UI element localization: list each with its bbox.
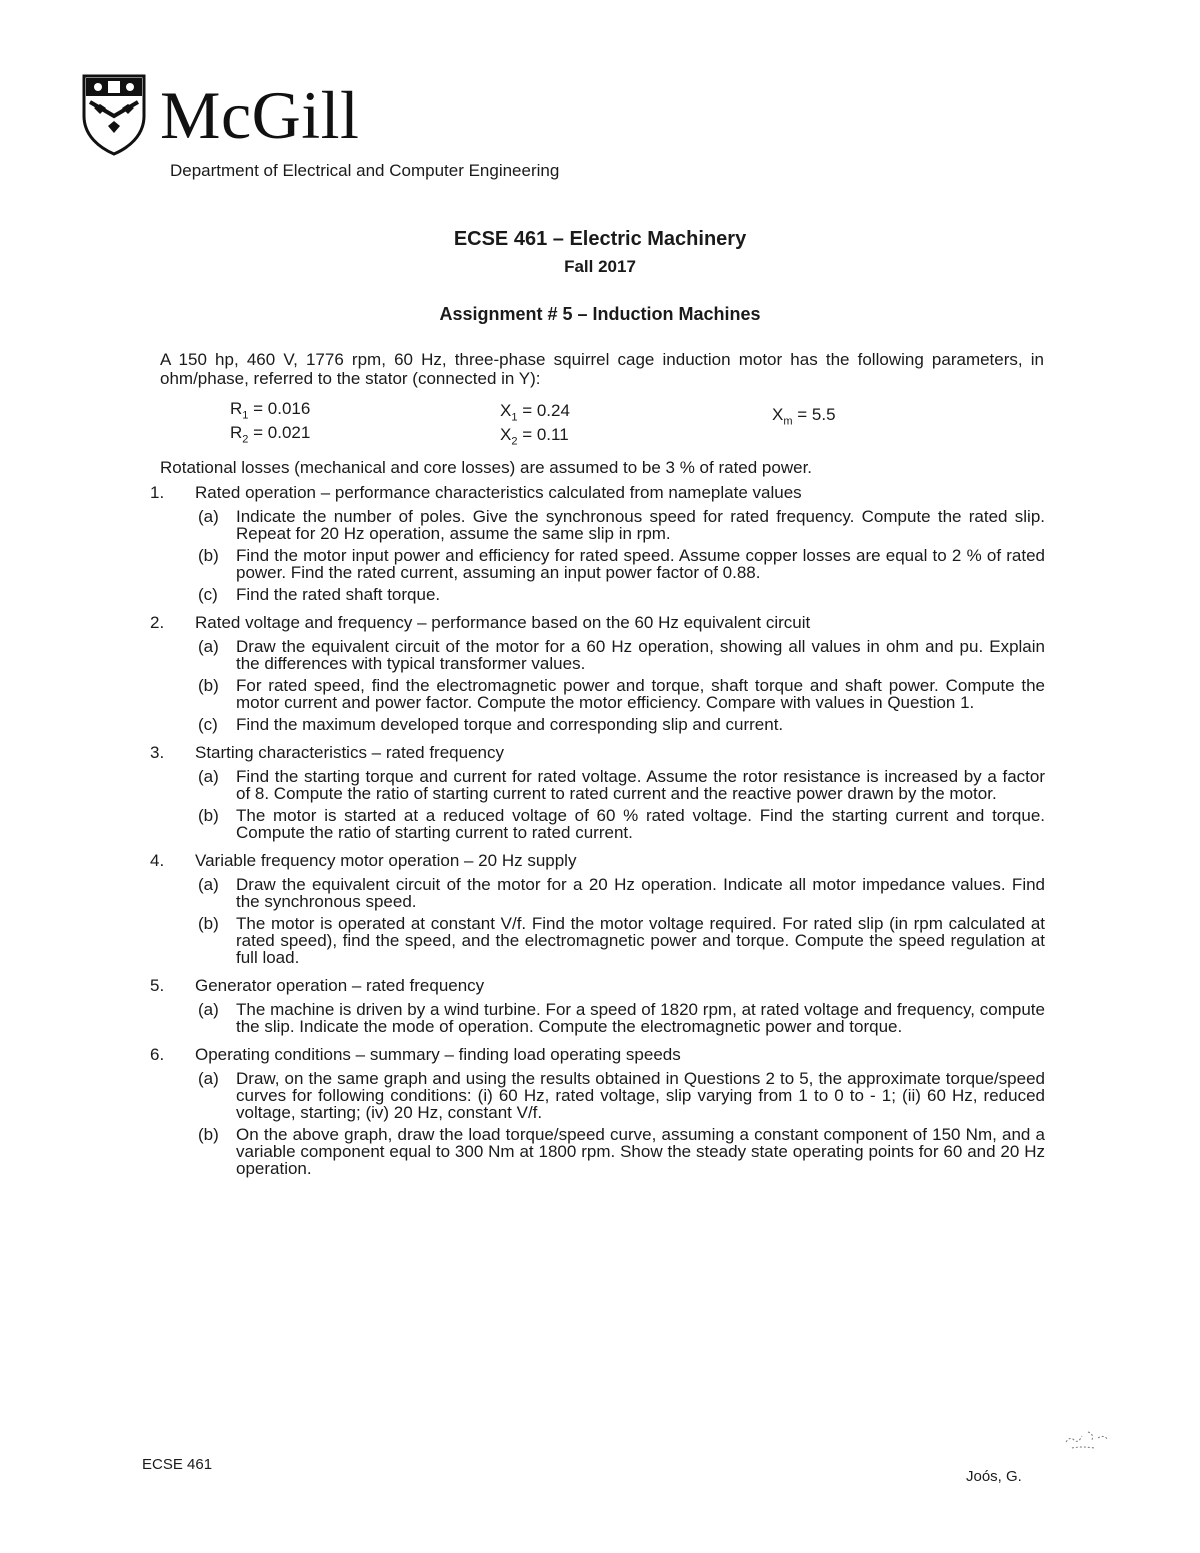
question-number: 1. [150,483,165,502]
question-title: Operating conditions – summary – finding load operating speeds [195,1045,681,1064]
pen-mark-scribble [1058,1424,1118,1454]
part-label: (a) [198,637,219,656]
part-text: Draw the equivalent circuit of the motor for a 20 Hz operation. Indicate all motor impedance values. Find the synchronous speed. [236,875,1045,911]
part-text: Draw, on the same graph and using the results obtained in Questions 2 to 5, the approximate torque/speed curves for following conditions: (i) 60 Hz, rated voltage, slip varying from 1 to 0 to - 1; (ii) 60 Hz, reduced voltage, starting; (iv) 20 Hz, constant V/f. [236,1069,1045,1122]
part-label: (b) [198,806,219,825]
part-text: Find the maximum developed torque and corresponding slip and current. [236,715,784,734]
question-part [198,547,1045,581]
part-label: (a) [198,507,219,526]
question-title: Rated voltage and frequency – performance based on the 60 Hz equivalent circuit [195,613,811,632]
question-part [198,677,1045,711]
problem-statement: A 150 hp, 460 V, 1776 rpm, 60 Hz, three-phase squirrel cage induction motor has the following parameters, in ohm/phase, referred to the stator (connected in Y): [160,350,1044,388]
part-text: The machine is driven by a wind turbine. For a speed of 1820 rpm, at rated voltage and frequency, compute the slip. Indicate the mode of operation. Compute the electromagnetic power and torque. [236,1000,1045,1036]
question-part [198,1126,1045,1177]
footer-author: Joós, G. [966,1468,1022,1485]
rotational-losses-note: Rotational losses (mechanical and core losses) are assumed to be 3 % of rated power. [160,458,813,477]
question-number: 2. [150,613,165,632]
part-label: (a) [198,767,219,786]
part-label: (c) [198,715,218,734]
question-item [150,1045,1045,1177]
department-name: Department of Electrical and Computer Engineering [170,161,560,180]
question-part [198,638,1045,672]
part-label: (c) [198,585,218,604]
university-wordmark: McGill [160,77,360,153]
question-title: Variable frequency motor operation – 20 Hz supply [195,851,577,870]
question-part [198,915,1045,966]
question-item [150,613,1045,733]
part-text: For rated speed, find the electromagnetic power and torque, shaft torque and shaft power. Compute the motor current and power factor. Compute the motor efficiency. Compare with values in Question 1. [236,676,1045,712]
question-heading [150,743,1045,763]
part-text: Find the rated shaft torque. [236,585,441,604]
question-heading [150,613,1045,633]
part-label: (a) [198,875,219,894]
question-part [198,716,1045,733]
question-part [198,586,1045,603]
part-text: Indicate the number of poles. Give the synchronous speed for rated frequency. Compute the rated slip. Repeat for 20 Hz operation, assume the same slip in rpm. [236,507,1045,543]
question-item [150,851,1045,966]
param-xm: $X_m = 5.5$ [772,405,836,428]
mcgill-crest-logo [80,72,148,156]
question-part [198,1070,1045,1121]
assignment-title: Assignment # 5 – Induction Machines [439,304,761,324]
param-r2: $R_2 = 0.021$ [230,423,311,446]
question-item [150,976,1045,1035]
question-number: 3. [150,743,165,762]
question-number: 6. [150,1045,165,1064]
course-title: ECSE 461 – Electric Machinery [453,228,747,250]
question-part [198,807,1045,841]
part-label: (b) [198,546,219,565]
question-heading [150,976,1045,996]
question-number: 5. [150,976,165,995]
question-title: Rated operation – performance characteristics calculated from nameplate values [195,483,802,502]
part-label: (a) [198,1069,219,1088]
question-heading [150,1045,1045,1065]
part-label: (b) [198,676,219,695]
part-text: Find the starting torque and current for rated voltage. Assume the rotor resistance is increased by a factor of 8. Compute the ratio of starting current to rated current and the reactive power drawn by the motor. [236,767,1045,803]
question-part [198,1001,1045,1035]
param-x2: $X_2 = 0.11$ [500,425,569,448]
question-part [198,508,1045,542]
question-title: Starting characteristics – rated frequency [195,743,504,762]
question-item [150,483,1045,603]
part-text: Find the motor input power and efficiency for rated speed. Assume copper losses are equal to 2 % of rated power. Find the rated current, assuming an input power factor of 0.88. [236,546,1045,582]
question-heading [150,483,1045,503]
part-label: (a) [198,1000,219,1019]
course-term: Fall 2017 [564,257,636,276]
question-title: Generator operation – rated frequency [195,976,485,995]
param-x1: $X_1 = 0.24$ [500,401,570,424]
param-r1: $R_1 = 0.016$ [230,399,311,422]
part-label: (b) [198,914,219,933]
footer-course-code: ECSE 461 [142,1456,213,1473]
motor-parameters [0,398,1200,446]
question-part [198,768,1045,802]
part-text: On the above graph, draw the load torque/speed curve, assuming a constant component of 150 Nm, and a variable component equal to 300 Nm at 1800 rpm. Show the steady state operating points for 60 and 20 Hz operation. [236,1125,1045,1178]
part-text: Draw the equivalent circuit of the motor for a 60 Hz operation, showing all values in ohm and pu. Explain the differences with typical transformer values. [236,637,1045,673]
question-item [150,743,1045,841]
question-list [150,483,1045,1187]
part-text: The motor is started at a reduced voltage of 60 % rated voltage. Find the starting current and torque. Compute the ratio of starting current to rated current. [236,806,1045,842]
part-text: The motor is operated at constant V/f. Find the motor voltage required. For rated slip (in rpm calculated at rated speed), find the speed, and the electromagnetic power and torque. Compute the speed regulation at full load. [236,914,1045,967]
question-part [198,876,1045,910]
question-heading [150,851,1045,871]
part-label: (b) [198,1125,219,1144]
question-number: 4. [150,851,165,870]
